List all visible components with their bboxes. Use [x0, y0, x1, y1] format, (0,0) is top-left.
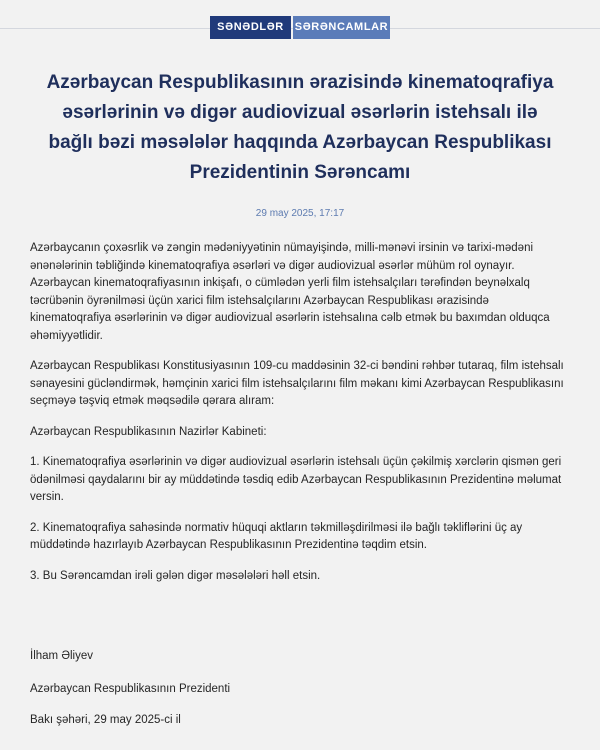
tab-documents[interactable]: SƏNƏDLƏR: [210, 16, 291, 39]
signature-name: İlham Əliyev: [30, 650, 93, 662]
publish-date: 29 may 2025, 17:17: [255, 208, 345, 219]
addressee-paragraph: Azərbaycan Respublikasının Nazirlər Kabineti:: [30, 425, 267, 438]
item-1-paragraph: 1. Kinematoqrafiya əsərlərinin və digər audiovizual əsərlərin istehsalı üçün çəkilmiş xərclərin qismən geri ödənilməsi qaydalarını bir ay müddətində təsdiq edib Azərbaycan Respublikasının Prezidentinə məlumat versin.: [30, 456, 562, 503]
document-body: [30, 240, 570, 598]
signature-place-date: Bakı şəhəri, 29 may 2025-ci il: [30, 714, 181, 726]
item-3-paragraph: 3. Bu Sərəncamdan irəli gələn digər məsələləri həll etsin.: [30, 569, 321, 582]
decision-paragraph: Azərbaycan Respublikası Konstitusiyasının 109-cu maddəsinin 32-ci bəndini rəhbər tutaraq, film istehsalı sənayesini gücləndirmək, həmçinin xarici film istehsalçılarını film məkanı kimi Azərbaycan Respublikasını seçməyə təşviq etmək məqsədilə qərara alıram:: [30, 360, 564, 407]
item-2-paragraph: 2. Kinematoqrafiya sahəsində normativ hüquqi aktların təkmilləşdirilməsi ilə bağlı təkliflərini üç ay müddətində hazırlayıb Azərbaycan Respublikasının Prezidentinə təqdim etsin.: [30, 521, 523, 551]
signature-position: Azərbaycan Respublikasının Prezidenti: [30, 683, 231, 695]
page-title: Azərbaycan Respublikasının ərazisində kinematoqrafiya əsərlərinin və digər audiovizual əsərlərin istehsalı ilə bağlı bəzi məsələlər haqqında Azərbaycan Respublikası Prezidentinin Sərəncamı: [46, 72, 554, 183]
tab-orders[interactable]: SƏRƏNCAMLAR: [293, 16, 390, 39]
preamble-paragraph: Azərbaycanın çoxəsrlik və zəngin mədəniyyətinin nümayişində, milli-mənəvi irsinin və tarixi-mədəni ənənələrinin təbliğində kinematoqrafiya əsərləri və digər audiovizual əsərlər mühüm rol oynayır. Azərbaycan kinematoqrafiyasının inkişafı, o cümlədən yerli film istehsalçıları tərəfindən beynəlxalq təcrübənin öyrənilməsi üçün xarici film istehsalçılarını Azərbaycan Respublikası ərazisində kinematoqrafiya əsərlərinin və digər audiovizual əsərlərin istehsalına cəlb etmək bu baxımdan olduqca əhəmiyyətlidir.: [30, 242, 550, 342]
section-tabs: [210, 16, 390, 39]
